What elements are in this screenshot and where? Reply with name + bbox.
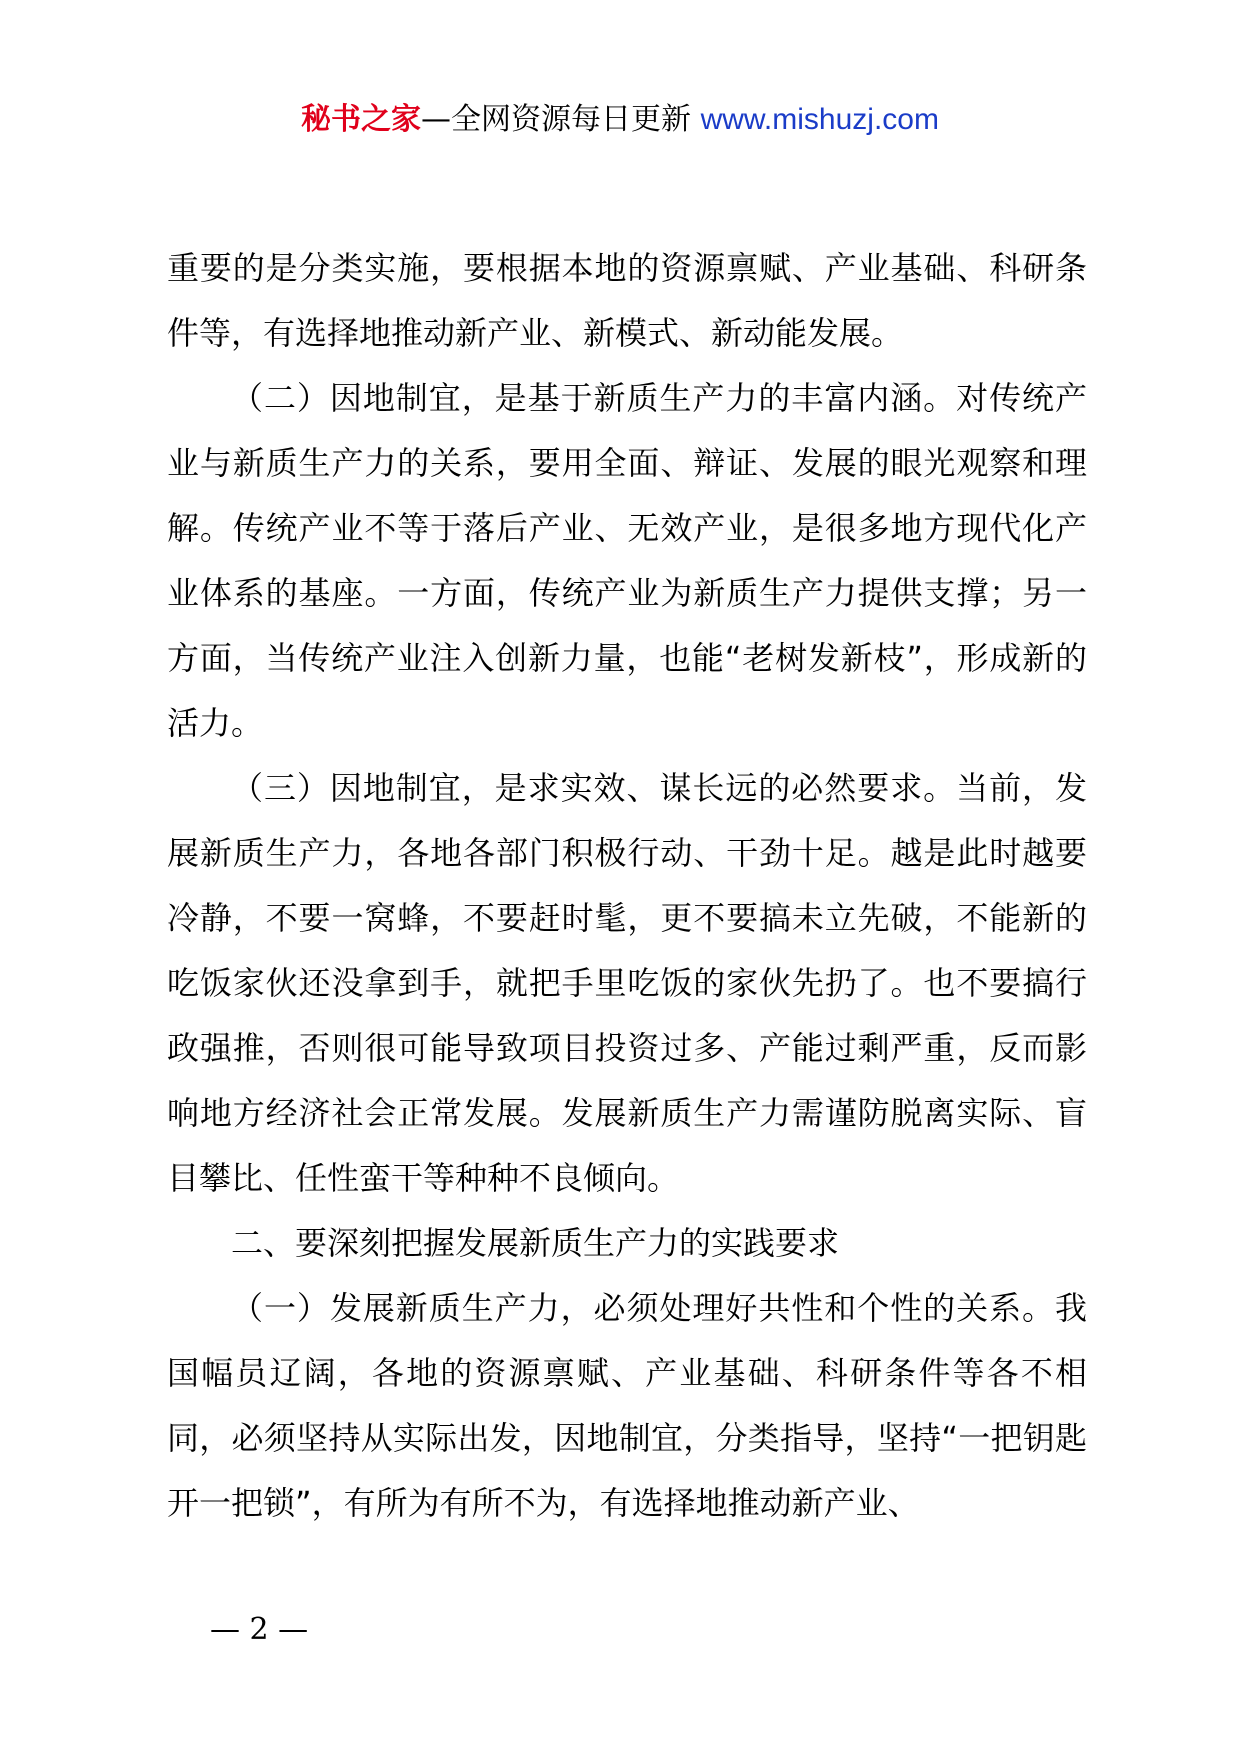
paragraph-section-3: （三）因地制宜，是求实效、谋长远的必然要求。当前，发展新质生产力，各地各部门积极行动、干劲十足。越是此时越要冷静，不要一窝蜂，不要赶时髦，更不要搞未立先破，不能新的吃饭家伙还没拿到手，就把手里吃饭的家伙先扔了。也不要搞行政强推，否则很可能导致项目投资过多、产能过剩严重，反而影响地方经济社会正常发展。发展新质生产力需谨防脱离实际、盲目攀比、任性蛮干等种种不良倾向。 bbox=[167, 769, 1087, 1197]
brand-name: 秘书之家 bbox=[301, 102, 422, 137]
paragraph-subsection-1: （一）发展新质生产力，必须处理好共性和个性的关系。我国幅员辽阔，各地的资源禀赋、产业基础、科研条件等各不相同，必须坚持从实际出发，因地制宜，分类指导，坚持“一把钥匙开一把锁”，有所为有所不为，有选择地推动新产业、 bbox=[167, 1289, 1087, 1522]
section-heading: 二、要深刻把握发展新质生产力的实践要求 bbox=[231, 1224, 840, 1262]
page-number: — 2 — bbox=[210, 1612, 309, 1647]
document-body bbox=[167, 236, 1087, 1536]
site-header bbox=[0, 100, 1240, 140]
header-tagline: —全网资源每日更新 bbox=[421, 102, 692, 137]
paragraph-section-2: （二）因地制宜，是基于新质生产力的丰富内涵。对传统产业与新质生产力的关系，要用全面、辩证、发展的眼光观察和理解。传统产业不等于落后产业、无效产业，是很多地方现代化产业体系的基座。一方面，传统产业为新质生产力提供支撑；另一方面，当传统产业注入创新力量，也能“老树发新枝”，形成新的活力。 bbox=[167, 379, 1087, 742]
paragraph-continued: 重要的是分类实施，要根据本地的资源禀赋、产业基础、科研条件等，有选择地推动新产业、新模式、新动能发展。 bbox=[167, 249, 1087, 352]
website-link[interactable]: www.mishuzj.com bbox=[700, 103, 939, 136]
